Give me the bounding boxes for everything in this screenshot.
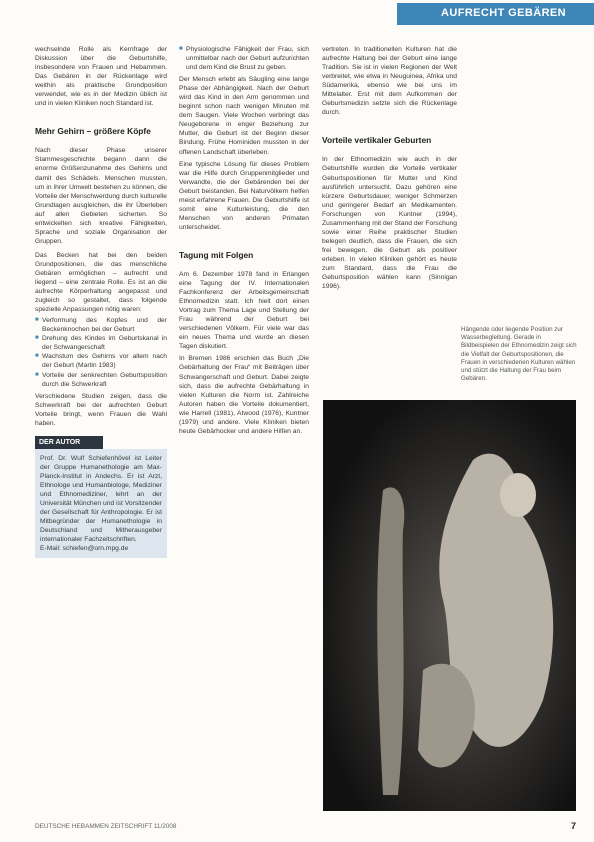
- intro-paragraph: wechselnde Rolle als Kernfrage der Diskussion über die Geburtshilfe, insbesondere von Frauen und Hebammen. Das Gebären in der Rückenlage wird weithin als praktische Grundposition verwendet, wie es in der Medizin üblich ist und in vielen Kliniken noch Standard ist.: [35, 46, 167, 108]
- author-box: [35, 449, 167, 559]
- bullet-list: [35, 316, 167, 388]
- column-right: [322, 45, 457, 291]
- bullet-icon: ■: [35, 353, 39, 360]
- footer-journal: DEUTSCHE HEBAMMEN ZEITSCHRIFT 11/2008: [35, 823, 177, 830]
- list-item: ■ Physiologische Fähigkeit der Frau, sich unmittelbar nach der Geburt aufzurichten und dem Kind die Brust zu geben.: [179, 46, 309, 72]
- paragraph: Am 6. Dezember 1978 fand in Erlangen eine Tagung der IV. Internationalen Fachkonferenz der Arbeitsgemeinschaft Ethnomedizin statt. Ich hielt dort einen Vortrag zum Thema Lage und Stellung der Frau während der Geburt bei verschiedenen Völkern. Für viele war das ein neues Thema und wurde an diesen Tagen diskutiert.: [179, 270, 309, 351]
- bullet-icon: ■: [35, 317, 39, 324]
- list-item: ■ Vorteile der senkrechten Geburtsposition durch die Schwerkraft: [35, 371, 167, 388]
- paragraph: Verschiedene Studien zeigen, dass die Schwerkraft bei der aufrechten Geburt Vorteile bringt, wenn Frauen die Wahl haben.: [35, 392, 167, 427]
- photo-caption: Hängende oder liegende Position zur Wasserbegleitung. Gerade in Bildbeispielen der Ethnomedizin zeigt sich die Vielfalt der Geburtspositionen, die Frauen in verschiedenen Kulturen wählen und stützt die Haltung der Frau beim Gebären.: [461, 326, 577, 383]
- paragraph: In Bremen 1986 erschien das Buch „Die Gebärhaltung der Frau“ mit Beiträgen über Schwangerschaft und Geburt. Dabei zeigte sich, dass die aufrechte Gebärhaltung in vielen Kulturen die Norm ist. Zahlreiche Autoren haben die Vorteile dokumentiert, wie Harrell (1981), Atwood (1976), Kuntner (1979) und andere. Viele Kliniken bieten heute Gebärhocker und andere Hilfen an.: [179, 355, 309, 435]
- paragraph: Eine typische Lösung für dieses Problem war die Hilfe durch Gruppenmitglieder und Verwandte, die der Gebärenden bei der Geburt beistanden. Bei Naturvölkern helfen meist erfahrene Frauen. Die Geburtshilfe ist somit eine Kulturleistung, die den Menschen von anderen Primaten unterscheidet.: [179, 160, 309, 231]
- photo-carving: [323, 400, 576, 811]
- author-bio: Prof. Dr. Wulf Schiefenhövel ist Leiter der Gruppe Humanethologie am Max-Planck-Institut in Andechs. Er ist Arzt, Ethnologe und Humanbiologe, Mediziner und Ethnomediziner, lehrt an der Universität München und ist Vorsitzender der Gesellschaft für Anthropologie. Er ist Mitbegründer der Humanethologie in Deutschland und Mitherausgeber internationaler Fachzeitschriften.: [40, 454, 162, 544]
- heading-meeting: Tagung mit Folgen: [179, 249, 254, 260]
- paragraph: Nach dieser Phase unserer Stammesgeschichte begann dann die enorme Größenzunahme des Gehirns und damit des Schädels. Menschen mussten, um in ihrer Umwelt bestehen zu können, die Vorteile der Menschwerdung durch kulturelle Grundlagen ausgleichen, die ihr Überleben auf allen Gebieten sicherten. So entwickelten sich kreative Fähigkeiten, Sprache und soziale Organisation der Gruppen.: [35, 147, 167, 245]
- heading-vertical: Vorteile vertikaler Geburten: [322, 135, 432, 146]
- list-item: ■ Wachstum des Gehirns vor allem nach der Geburt (Martin 1983): [35, 353, 167, 370]
- paragraph: vertreten. In traditionellen Kulturen hat die aufrechte Haltung bei der Geburt eine lange Tradition. Sie ist in vielen Regionen der Welt verbreitet, wie etwa in Neuguinea, Afrika und Südamerika, ebenso wie bei uns im Mittelalter. Erst mit dem Aufkommen der Geburtsmedizin setzte sich die Rückenlage durch.: [322, 46, 457, 117]
- page-number: 7: [570, 821, 576, 831]
- author-email[interactable]: E-Mail: schiefen@orn.mpg.de: [40, 545, 129, 553]
- bullet-icon: ■: [179, 46, 183, 52]
- bullet-icon: ■: [35, 371, 39, 378]
- column-left: [35, 45, 167, 558]
- paragraph: In der Ethnomedizin wie auch in der Geburtshilfe wurden die Vorteile vertikaler Geburtspositionen für Mutter und Kind ausführlich untersucht. Dazu gehören eine kürzere Geburtsdauer, weniger Schmerzen und geringerer Bedarf an Medikamenten. Forschungen von Kuntner (1994), Zusammenhang mit der Stand der Forschung sowie einer Reihe praktischer Studien belegen deutlich, dass die Frauen, die sich frei bewegen, die Geburt als positiver erleben. In vielen Kliniken gehört es heute zum Standard, dass die Frau die Geburtsposition wählen kann (Sinnigan 1996).: [322, 156, 457, 291]
- carving-illustration: [323, 400, 576, 811]
- paragraph: Der Mensch erlebt als Säugling eine lange Phase der Abhängigkeit. Nach der Geburt wird das Kind in den Arm genommen und beginnt schon nach wenigen Minuten mit dem Saugen. Viele Wochen verbringt das Neugeborene in enger Beziehung zur Mutter, die Geburt ist der Beginn dieser Bindung. Frühe Hominiden mussten in der offenen Landschaft überleben.: [179, 76, 309, 156]
- section-header: [397, 3, 594, 25]
- heading-brain: Mehr Gehirn – größere Köpfe: [35, 126, 151, 137]
- section-title: AUFRECHT GEBÄREN: [441, 7, 566, 19]
- bullet-icon: ■: [35, 335, 39, 342]
- list-item: ■ Verformung des Kopfes und der Beckenknochen bei der Geburt: [35, 317, 167, 334]
- author-heading: DER AUTOR: [35, 436, 103, 449]
- paragraph: Das Becken hat bei den beiden Grundpositionen, die das menschliche Gebären ermöglichen – aufrecht und liegend – eine zentrale Rolle. Es ist an die aufrechte Körperhaltung angepasst und zugleich so gestaltet, dass folgende spezielle Anpassungen nötig waren:: [35, 251, 167, 314]
- list-item: ■ Drehung des Kindes im Geburtskanal in der Schwangerschaft: [35, 335, 167, 352]
- column-middle: [179, 45, 309, 436]
